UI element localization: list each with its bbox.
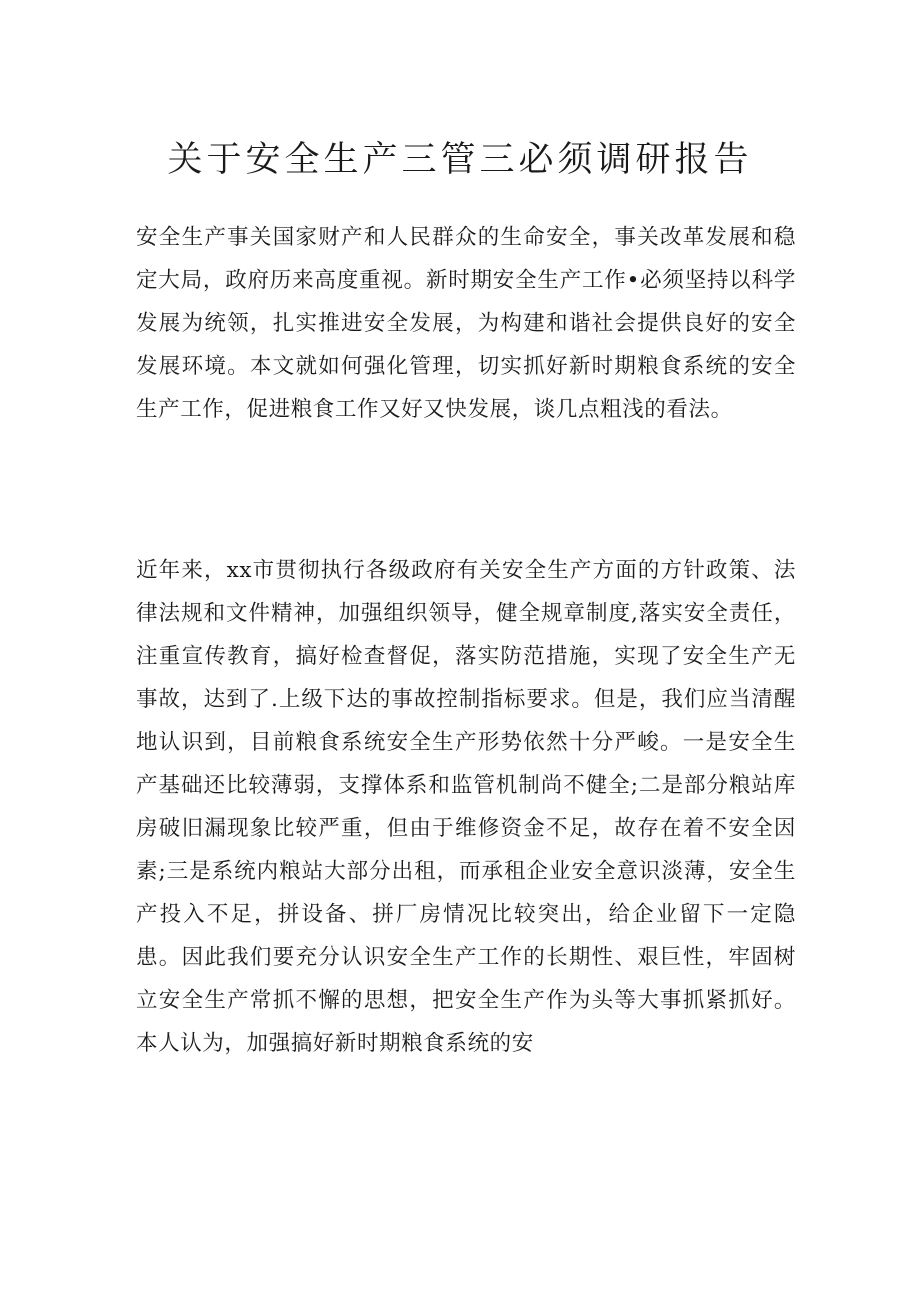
body-paragraph-1: 安全生产事关国家财产和人民群众的生命安全，事关改革发展和稳定大局，政府历来高度重视。新时期安全生产工作•必须坚持以科学发展为统领，扎实推进安全发展，为构建和谐社会提供良好的安全发展环境。本文就如何强化管理，切实抓好新时期粮食系统的安全生产工作，促进粮食工作又好又快发展，谈几点粗浅的看法。: [136, 225, 796, 422]
document-title: 关于安全生产三管三必须调研报告: [167, 140, 753, 180]
body-paragraph-2: 近年来，xx市贯彻执行各级政府有关安全生产方面的方针政策、法律法规和文件精神，加强组织领导，健全规章制度,落实安全责任，注重宣传教育，搞好检查督促，落实防范措施，实现了安全生产无事故，达到了.上级下达的事故控制指标要求。但是，我们应当清醒地认识到，目前粮食系统安全生产形势依然十分严峻。一是安全生产基础还比较薄弱，支撑体系和监管机制尚不健全;二是部分粮站库房破旧漏现象比较严重，但由于维修资金不足，故存在着不安全因素;三是系统内粮站大部分出租，而承租企业安全意识淡薄，安全生产投入不足，拼设备、拼厂房情况比较突出，给企业留下一定隐患。因此我们要充分认识安全生产工作的长期性、艰巨性，牢固树立安全生产常抓不懈的思想，把安全生产作为头等大事抓紧抓好。本人认为，加强搞好新时期粮食系统的安: [136, 558, 796, 1056]
